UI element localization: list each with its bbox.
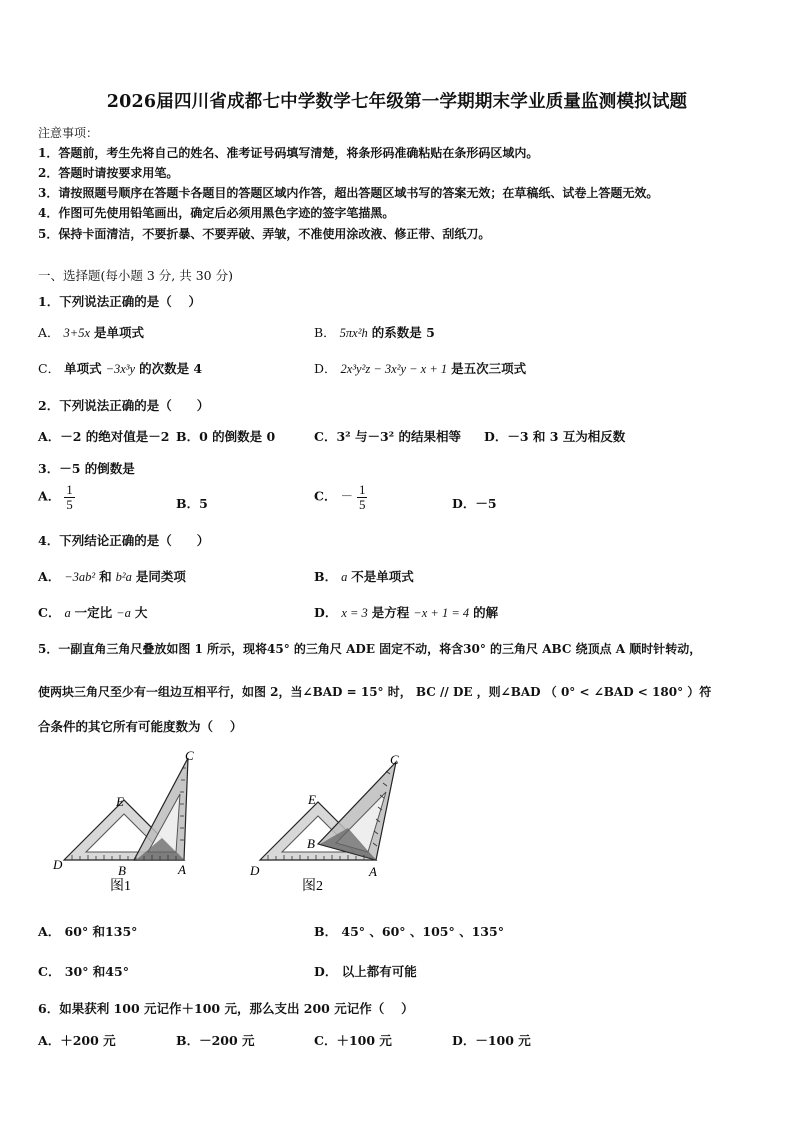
math-expression: a <box>64 606 71 620</box>
math-expression: −x + 1 = 4 <box>413 606 470 620</box>
option-text: 的次数是 4 <box>139 361 203 376</box>
option-label: A． <box>38 325 60 340</box>
option-label: B． <box>314 569 338 584</box>
q5-option-b: B． 45° 、60° 、105° 、135° <box>314 924 504 939</box>
option-label: B． <box>314 325 336 340</box>
math-expression: b²a <box>115 570 132 584</box>
q4-option-a <box>38 567 186 585</box>
q1-option-d <box>314 359 526 377</box>
q2-option-d: D．－3 和 3 互为相反数 <box>484 429 626 444</box>
option-label: C． <box>38 605 61 620</box>
option-text: 不是单项式 <box>351 569 414 584</box>
option-text: 的解 <box>473 605 499 620</box>
question-3-stem: 3．－5 的倒数是 <box>38 461 135 476</box>
question-4-stem: 4．下列结论正确的是（ ） <box>38 533 210 548</box>
page-title: 2026届四川省成都七中学数学七年级第一学期期末学业质量监测模拟试题 <box>106 92 688 112</box>
vertex-label-e: E <box>308 792 316 807</box>
math-expression: −3ab² <box>64 570 96 584</box>
section-heading: 一、选择题(每小题 3 分, 共 30 分) <box>38 268 233 283</box>
q5-option-c: C． 30° 和45° <box>38 964 129 979</box>
q1-option-b <box>314 323 435 341</box>
math-expression: 3+5x <box>63 326 90 340</box>
denominator: 5 <box>358 496 366 512</box>
question-5-line-3: 合条件的其它所有可能度数为（ ） <box>38 719 243 734</box>
q3-option-b: B．5 <box>176 496 208 511</box>
vertex-label-e: E <box>116 794 124 809</box>
math-expression: −3x³y <box>105 362 136 376</box>
numerator: 1 <box>66 482 73 497</box>
q6-option-a: A．＋200 元 <box>38 1033 116 1048</box>
vertex-label-a: A <box>178 862 186 877</box>
figure-2 <box>244 748 414 894</box>
vertex-label-c: C <box>185 748 194 763</box>
option-text: 是五次三项式 <box>451 361 527 376</box>
option-text: 大 <box>134 605 148 620</box>
question-5-line-1: 5．一副直角三角尺叠放如图 1 所示，现将45° 的三角尺 ADE 固定不动，将含30° 的三角尺 ABC 绕顶点 A 顺时针转动， <box>38 642 702 656</box>
q1-option-c <box>38 359 202 377</box>
denominator: 5 <box>66 496 73 512</box>
q2-option-b: B．0 的倒数是 0 <box>176 429 276 444</box>
question-1-stem: 1．下列说法正确的是（ ） <box>38 294 202 309</box>
q3-option-d: D．－5 <box>452 496 497 511</box>
notice-item: 3．请按照题号顺序在答题卡各题目的答题区域内作答，超出答题区域书写的答案无效；在草稿纸、试卷上答题无效。 <box>38 186 659 200</box>
option-text: 的系数是 5 <box>371 325 435 340</box>
q3-option-a <box>38 483 75 511</box>
vertex-label-d: D <box>250 863 260 878</box>
option-label: A． <box>38 488 61 504</box>
vertex-label-b: B <box>307 836 315 851</box>
notice-item: 5．保持卡面清洁，不要折暴、不要弄破、弄皱，不准使用涂改液、修正带、刮纸刀。 <box>38 227 491 241</box>
q2-option-a: A．－2 的绝对值是－2 <box>38 429 170 444</box>
question-6-stem: 6．如果获利 100 元记作＋100 元，那么支出 200 元记作（ ） <box>38 1001 414 1016</box>
math-expression: −a <box>116 606 131 620</box>
vertex-label-b: B <box>118 863 126 878</box>
notice-item: 4．作图可先使用铅笔画出，确定后必须用黑色字迹的签字笔描黑。 <box>38 206 395 220</box>
q4-option-b <box>314 567 414 585</box>
vertex-label-a: A <box>369 864 377 879</box>
option-text: 是同类项 <box>135 569 186 584</box>
vertex-label-c: C <box>390 752 399 767</box>
q3-option-c <box>314 483 367 511</box>
figure-1 <box>52 748 212 894</box>
q5-option-d: D． 以上都有可能 <box>314 964 417 979</box>
fraction <box>357 483 368 511</box>
option-label: C． <box>38 361 61 376</box>
option-label: A． <box>38 569 61 584</box>
question-2-stem: 2．下列说法正确的是（ ） <box>38 398 210 413</box>
q6-option-d: D．－100 元 <box>452 1033 531 1048</box>
notice-item: 1．答题前，考生先将自己的姓名、准考证号码填写清楚，将条形码准确粘贴在条形码区域内。 <box>38 146 539 160</box>
math-expression: x = 3 <box>341 606 368 620</box>
notice-item: 2．答题时请按要求用笔。 <box>38 166 179 180</box>
math-expression: 2x³y²z − 3x²y − x + 1 <box>340 362 448 376</box>
question-5-line-2: 使两块三角尺至少有一组边互相平行，如图 2，当∠BAD = 15° 时， BC // DE ，则∠BAD （ 0° < ∠BAD < 180° ）符 <box>38 685 712 699</box>
connector-text: 是方程 <box>371 605 410 620</box>
q1-option-a <box>38 323 144 341</box>
q2-option-c: C．3² 与－3² 的结果相等 <box>314 429 461 444</box>
minus-sign: － <box>340 488 353 504</box>
q6-option-c: C．＋100 元 <box>314 1033 392 1048</box>
connector-text: 和 <box>99 569 112 584</box>
notice-heading: 注意事项： <box>38 126 99 140</box>
numerator: 1 <box>358 482 366 497</box>
q4-option-c <box>38 603 147 621</box>
option-label: C． <box>314 488 337 504</box>
fraction <box>64 483 75 511</box>
math-expression: 5πx²h <box>339 326 368 340</box>
q6-option-b: B．－200 元 <box>176 1033 255 1048</box>
option-prefix: 单项式 <box>64 361 102 376</box>
q5-option-a: A． 60° 和135° <box>38 924 138 939</box>
figure-2-caption: 图2 <box>302 879 323 894</box>
connector-text: 一定比 <box>74 605 113 620</box>
option-label: D． <box>314 361 337 376</box>
q4-option-d <box>314 603 498 621</box>
option-label: D． <box>314 605 338 620</box>
figure-1-caption: 图1 <box>110 879 131 894</box>
option-text: 是单项式 <box>93 325 144 340</box>
math-expression: a <box>341 570 348 584</box>
vertex-label-d: D <box>53 857 63 872</box>
